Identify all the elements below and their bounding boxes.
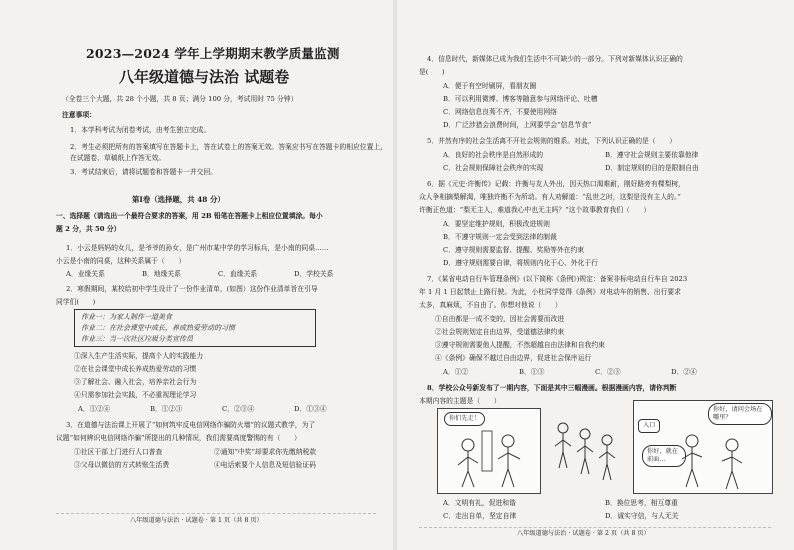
footer-rule xyxy=(56,513,376,514)
option-d: D．遵守规则需要自律，将规则内化于心、外化于行 xyxy=(443,259,598,267)
homework-item: 作业三：当一次社区垃圾分类宣传员 xyxy=(81,335,193,343)
statement-item: ③父母以微信的方式转账生活费 xyxy=(74,461,170,469)
statement-item: ③遵守规则需要他人提醒，不然超越自由法律和自我约束 xyxy=(435,341,605,349)
option-b: B．换位思考，相互尊重 xyxy=(605,499,678,507)
statement-item: ②社会规则划定自由边界，受道德法律约束 xyxy=(435,328,565,336)
section-heading: 第Ⅰ卷（选择题，共 48 分） xyxy=(132,195,225,204)
option-c: C．网络信息良莠不齐，不要使用网络 xyxy=(443,108,557,116)
option-c: C．走出自单，坚定自律 xyxy=(443,512,517,520)
entrance-sign: 入口 xyxy=(638,419,660,433)
homework-item: 作业二：在社会课堂中成长，养成热爱劳动的习惯 xyxy=(81,324,235,332)
homework-list-box xyxy=(74,309,316,347)
question-stem: 3．在道德与法治课上开展了“如何筑牢反电信网络诈骗防火墙”的议题式教学，为了 xyxy=(66,421,316,429)
option-c: C．血缘关系 xyxy=(218,270,258,278)
question-stem: 4．信息时代，新媒体已成为我们生活中不可缺少的一部分。下列对新媒体认识正确的 xyxy=(427,55,683,63)
question-stem: 太多，真麻烦，不自由了。你想对他说（ ） xyxy=(419,301,562,309)
option-b: B．可以利用微博、博客等随意参与网络评论、吐槽 xyxy=(443,95,598,103)
option-a: A．①② xyxy=(443,368,469,376)
exam-title-line2: 八年级道德与法治 试题卷 xyxy=(119,68,290,86)
option-a: A．良好的社会秩序是自然形成的 xyxy=(443,151,544,159)
exam-page-right xyxy=(397,0,794,550)
option-b: B．遵守社会规则主要依靠他律 xyxy=(605,151,699,159)
option-d: D．学校关系 xyxy=(294,270,334,278)
notice-item: 3．考试结束后，请将试题卷和答题卡一并交回。 xyxy=(70,168,218,176)
queue-line-illustration xyxy=(547,404,629,492)
option-d: D．①③④ xyxy=(294,405,327,413)
notice-heading: 注意事项： xyxy=(62,111,96,119)
question-stem: 1．小云是妈妈的女儿，是爷爷的孙女，是广州市某中学的学习标兵，是小南的同桌…… xyxy=(66,244,329,252)
part-instruction: 一、选择题（请选出一个最符合要求的答案，用 2B 铅笔在答题卡上相应位置填涂。每小 xyxy=(56,212,323,220)
footer-rule xyxy=(419,527,771,528)
speech-bubble: 你好，就在前面... xyxy=(642,445,686,467)
statement-item: ④电话索要个人信息及短信验证码 xyxy=(214,461,316,469)
part-instruction: 题 2 分，共 50 分） xyxy=(56,225,121,233)
cartoon-panel-3 xyxy=(633,400,773,494)
question-stem: 同学们( ) xyxy=(56,298,96,306)
option-c: C．社会规则保障社会秩序的实现 xyxy=(443,164,544,172)
option-d: D．②④ xyxy=(671,368,697,376)
speech-bubble: 你好，请问会场在哪里？ xyxy=(708,403,772,425)
people-giving-way-illustration xyxy=(438,409,540,493)
statement-item: ②在社会课堂中成长养成热爱劳动的习惯 xyxy=(74,365,197,373)
question-stem: 7．《某省电动自行车管理条例》(以下简称《条例》)规定：备案非标电动自行车自 2023 xyxy=(427,275,688,283)
exam-info: （全卷三个大题，共 28 个小题，共 8 页；满分 100 分，考试用时 75 分钟） xyxy=(62,95,298,103)
cartoon-panel-2 xyxy=(547,404,629,492)
notice-item: 1．本学科考试为闭卷考试，由考生独立完成。 xyxy=(70,126,211,134)
exam-title-line1: 2023—2024 学年上学期期末教学质量监测 xyxy=(86,46,340,61)
question-stem: 2．寒假期间，某校给初中学生设计了一份作业清单，(如图）这份作业清单旨在引导 xyxy=(66,285,318,293)
statement-item: ①深入生产生活实际，提高个人的实践能力 xyxy=(74,352,204,360)
question-stem: 众人争相摘梨解渴，唯独许衡不为所动。有人劝解道：“乱世之时，这梨是没有主人的。” xyxy=(419,193,681,201)
notice-item: 2．考生必须把所有的答案填写在答题卡上，答在试卷上的答案无效。答案应书写在答题卡的相应位置上， xyxy=(70,143,387,151)
option-c: C．②③ xyxy=(595,368,621,376)
question-stem: 6．据《元史·许衡传》记载：许衡与友人外出，因天热口渴难耐，刚好路旁有棵梨树， xyxy=(427,180,685,188)
question-stem: 本期内容的主题是（ ） xyxy=(419,397,501,405)
exam-page-left xyxy=(0,0,393,550)
asking-directions-illustration xyxy=(634,401,772,493)
speech-bubble: 你们先走！ xyxy=(444,412,485,426)
option-a: A．业缘关系 xyxy=(66,270,105,278)
question-stem: 是( ) xyxy=(419,68,445,76)
question-stem: 许衡正色道：“梨无主人，难道我心中也无主吗？”这个故事教育我们（ ） xyxy=(419,206,651,214)
question-stem: 小云是小南的同桌，这种关系属于（ ） xyxy=(56,257,186,265)
question-stem: 5．井然有序的社会生活离不开社会规则的维系。对此，下列认识正确的是（ ） xyxy=(427,137,677,145)
statement-item: ③了解社会、融入社会，培养亲社会行为 xyxy=(74,378,197,386)
option-a: A．文明有礼，促进和谐 xyxy=(443,499,516,507)
statement-item: ①社区干部上门进行人口普查 xyxy=(74,448,163,456)
question-stem: 8．学校公众号新发布了一期内容，下面是其中三幅漫画。根据漫画内容，请你判断 xyxy=(427,384,677,392)
option-b: B．地缘关系 xyxy=(142,270,181,278)
statement-item: ④只需参加社会实践，不必重视理论学习 xyxy=(74,391,197,399)
option-a: A．①②④ xyxy=(78,405,111,413)
option-b: B．不遵守规则一定会受到法律的制裁 xyxy=(443,233,557,241)
notice-item: 在试题卷、草稿纸上作答无效。 xyxy=(70,154,166,162)
option-a: A．要坚定维护规则，积极改进规则 xyxy=(443,220,550,228)
option-b: B．①③ xyxy=(519,368,545,376)
option-d: D．制定规则的目的是限制自由 xyxy=(605,164,699,172)
statement-item: ②通知“中奖”却要求你先缴纳税款 xyxy=(214,448,317,456)
statement-item: ①自由都是一成不变的，因社会需要而改进 xyxy=(435,315,565,323)
option-b: B．①②③ xyxy=(150,405,183,413)
question-stem: 议题“如何辨识电信网络诈骗”所提出的几种情况，我们需要高度警惕的有（ ） xyxy=(56,434,301,442)
page-footer: 八年级道德与法治 · 试题卷 · 第 2 页（共 8 页） xyxy=(517,530,650,537)
homework-item: 作业一：为家人制作一道美食 xyxy=(81,313,172,321)
option-a: A．便于有空时刷屏，看朋友圈 xyxy=(443,82,537,90)
option-d: D．诚实守信，与人无关 xyxy=(605,512,679,520)
page-footer: 八年级道德与法治 · 试题卷 · 第 1 页（共 8 页） xyxy=(130,517,263,524)
option-c: C．遵守规则需要监督、提醒、奖励等外在约束 xyxy=(443,246,585,254)
statement-item: ④《条例》确保不越过自由边界，促进社会保序运行 xyxy=(435,354,592,362)
option-c: C．②③④ xyxy=(222,405,255,413)
question-stem: 年 1 月 1 日起禁止上路行驶。为此，小杜同学觉得《条例》对电动车的销售、出行要求 xyxy=(419,288,681,296)
cartoon-panel-1 xyxy=(437,408,541,494)
option-d: D．广泛涉猎会浪费时间，上网要学会“信息节食” xyxy=(443,121,592,129)
